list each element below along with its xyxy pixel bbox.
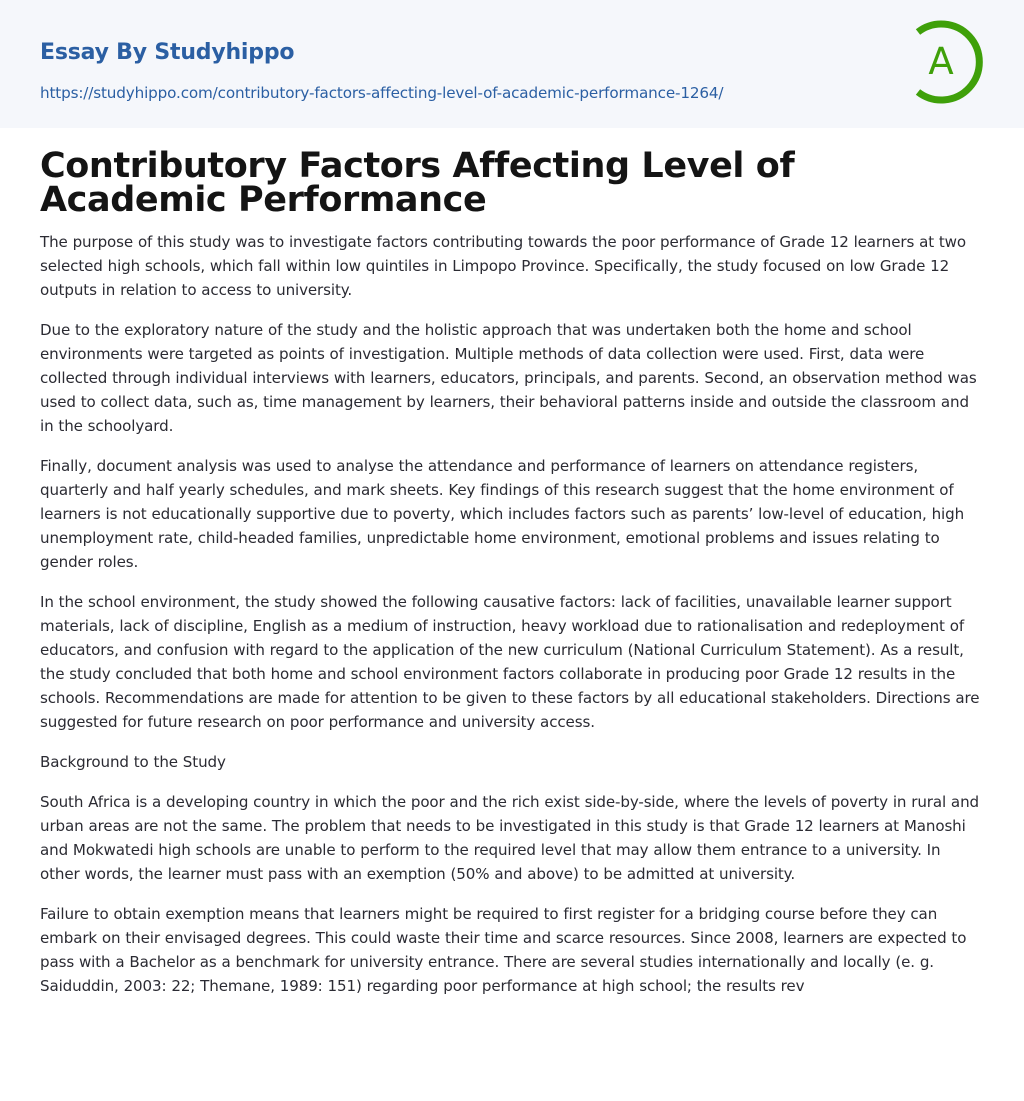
page-title: Contributory Factors Affecting Level of Academic Performance [40,146,795,220]
article-body [40,230,984,998]
paragraph-findings-school: In the school environment, the study showed the following causative factors: lack of facilities, unavailable learner support materials, lack of discipline, English as a medium of instruction, heavy workload due to rationalisation and redeployment of educators, and confusion with regard to the application of the new curriculum (National Curriculum Statement). As a result, the study concluded that both home and school environment factors collaborate in producing poor Grade 12 results in the schools. Recommendations are made for attention to be given to these factors by all educational stakeholders. Directions are suggested for future research on poor performance and university access. [40,593,980,731]
brand-title: Essay By Studyhippo [40,40,295,65]
paragraph-methods: Due to the exploratory nature of the study and the holistic approach that was undertaken both the home and school environments were targeted as points of investigation. Multiple methods of data collection were used. First, data were collected through individual interviews with learners, educators, principals, and parents. Second, an observation method was used to collect data, such as, time management by learners, their behavioral patterns inside and outside the classroom and in the schoolyard. [40,321,977,435]
essay-url-link[interactable]: https://studyhippo.com/contributory-factors-affecting-level-of-academic-performance-1264/ [40,84,724,102]
paragraph-exemption: Failure to obtain exemption means that learners might be required to first register for a bridging course before they can embark on their envisaged degrees. This could waste their time and scarce resources. Since 2008, learners are expected to pass with a Bachelor as a benchmark for university entrance. There are several studies internationally and locally (e. g. Saiduddin, 2003: 22; Themane, 1989: 151) regarding poor performance at high school; the results rev [40,905,967,995]
svg-text:A: A [928,40,954,83]
section-heading-background: Background to the Study [40,753,226,771]
article [0,128,1024,998]
site-header [0,0,1024,128]
paragraph-background: South Africa is a developing country in which the poor and the rich exist side-by-side, where the levels of poverty in rural and urban areas are not the same. The problem that needs to be investigated in this study is that Grade 12 learners at Manoshi and Mokwatedi high schools are unable to perform to the required level that may allow them entrance to a university. In other words, the learner must pass with an exemption (50% and above) to be admitted at university. [40,793,979,883]
studyhippo-logo-icon[interactable] [910,18,988,106]
paragraph-findings-home: Finally, document analysis was used to analyse the attendance and performance of learners on attendance registers, quarterly and half yearly schedules, and mark sheets. Key findings of this research suggest that the home environment of learners is not educationally supportive due to poverty, which includes factors such as parents’ low-level of education, high unemployment rate, child-headed families, unpredictable home environment, emotional problems and issues relating to gender roles. [40,457,965,571]
paragraph-abstract-purpose: The purpose of this study was to investigate factors contributing towards the poor performance of Grade 12 learners at two selected high schools, which fall within low quintiles in Limpopo Province. Specifically, the study focused on low Grade 12 outputs in relation to access to university. [40,233,967,299]
